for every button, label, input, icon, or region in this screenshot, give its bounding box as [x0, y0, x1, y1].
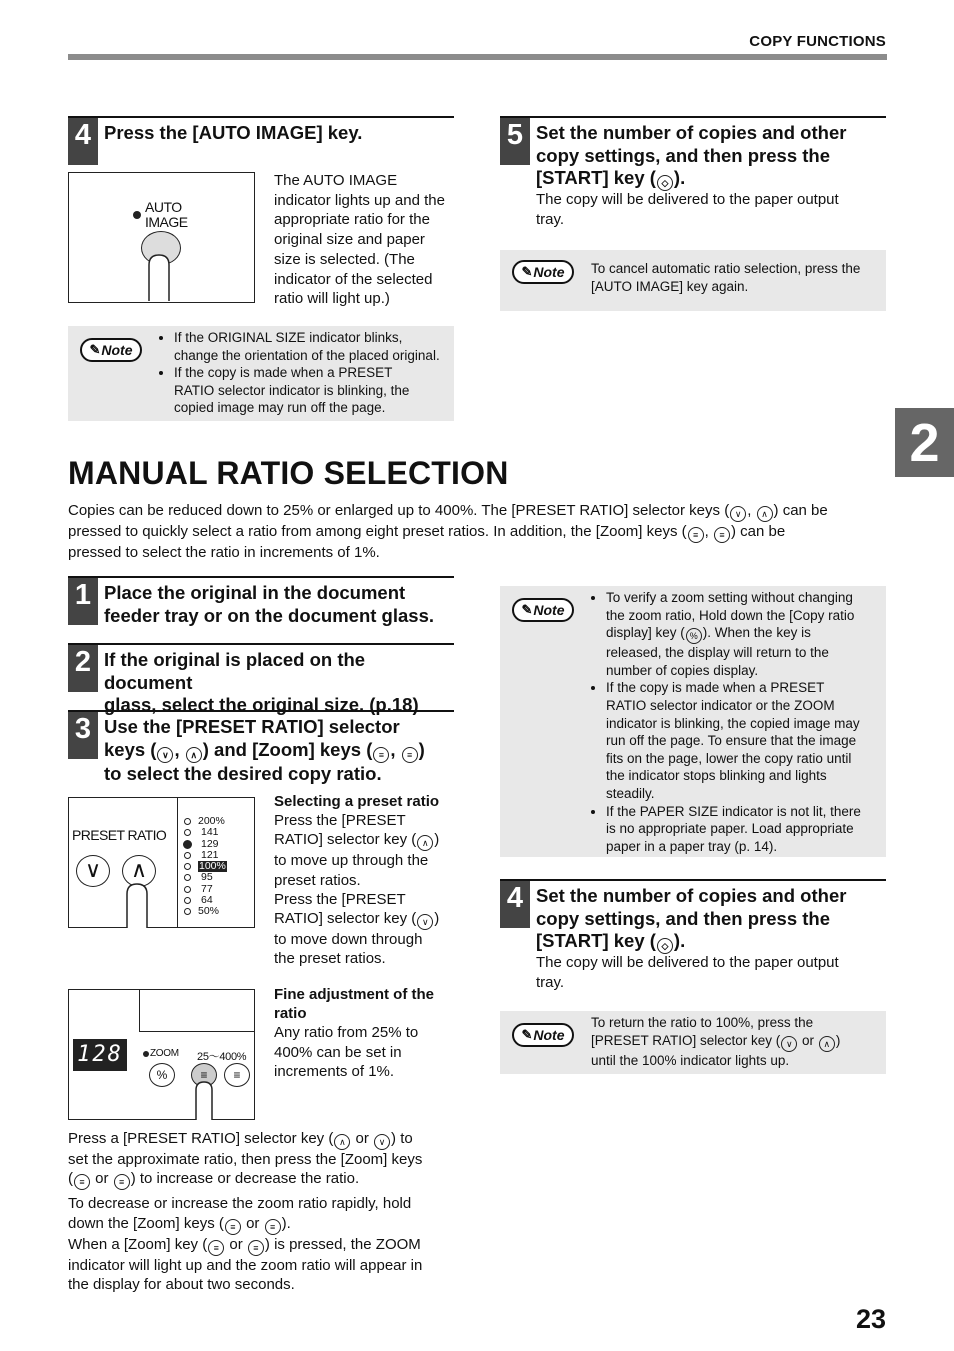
up-key-icon: ∧ — [417, 835, 433, 851]
step-select-size — [68, 643, 454, 715]
ratio-led-lit-icon — [183, 840, 192, 849]
step-place-original — [68, 576, 454, 624]
running-header: COPY FUNCTIONS — [749, 33, 886, 50]
fine-adjust-description: Fine adjustment of the ratio Any ratio from 25% to 400% can be set in increments of 1%. — [274, 986, 435, 1080]
ratio-label: 95 — [201, 871, 213, 884]
note-badge-label: Note — [533, 602, 565, 618]
ratio-led-icon — [184, 852, 191, 859]
note-item: • If the ORIGINAL SIZE indicator blinks, change the orientation of the placed original. — [174, 329, 454, 364]
step-number: 2 — [68, 645, 98, 692]
start-key-icon: ◇ — [657, 938, 673, 954]
step-description: The copy will be delivered to the paper output tray. — [536, 191, 839, 228]
zoom-down-key-icon: ≡ — [208, 1240, 224, 1256]
figure-divider — [139, 990, 140, 1032]
zoom-down-key-icon: ≡ — [225, 1219, 241, 1235]
note-box — [500, 586, 886, 857]
page-number: 23 — [855, 1304, 886, 1334]
up-key-icon: ∧ — [186, 747, 202, 763]
step-set-copies — [500, 879, 886, 955]
auto-label-line: AUTO — [145, 199, 182, 215]
preset-ratio-label: PRESET RATIO — [72, 827, 167, 843]
note-box — [500, 250, 886, 311]
zoom-down-key-icon: ≡ — [688, 527, 704, 543]
copy-ratio-display-key-icon: % — [686, 628, 702, 644]
note-text: To cancel automatic ratio selection, press the [AUTO IMAGE] key again. — [591, 261, 861, 294]
ratio-display: 128 — [73, 1039, 127, 1071]
preset-heading: Selecting a preset ratio — [274, 793, 440, 810]
step-description: The copy will be delivered to the paper output tray. — [536, 954, 839, 991]
step-title: Press the [AUTO IMAGE] key. — [104, 122, 363, 143]
ratio-indicator — [181, 861, 253, 872]
ratio-label: 141 — [201, 826, 219, 839]
preset-ratio-description: Selecting a preset ratio Press the [PRESET RATIO] selector key ( ∧ ) to move up through the preset ratios. Press the [PRESET RATIO] selector key ( ∨ ) to move down through the preset ratios. — [274, 792, 464, 968]
auto-image-description — [274, 171, 459, 309]
zoom-down-key-icon: ≡ — [74, 1174, 90, 1190]
step-number: 1 — [68, 578, 98, 625]
note-badge-label: Note — [101, 342, 133, 358]
step-number: 3 — [68, 712, 98, 759]
step-set-copies — [500, 116, 886, 192]
ratio-label: 50% — [198, 905, 220, 918]
ratio-label: 64 — [201, 894, 213, 907]
ratio-label: 77 — [201, 882, 213, 895]
down-key-icon: ∨ — [417, 914, 433, 930]
zoom-label: ZOOM — [150, 1048, 179, 1059]
note-badge — [80, 338, 142, 362]
note-text: To return the ratio to 100%, press the [PRESET RATIO] selector key ( ∨ or ∧ ) until the 100% indicator lights up. — [591, 1015, 841, 1068]
ratio-led-icon — [184, 897, 191, 904]
ratio-label: 100% — [199, 860, 226, 873]
note-text — [154, 329, 454, 417]
zoom-up-key-icon: ≡ — [265, 1219, 281, 1235]
step-title: If the original is placed on the document glass, select the original size. (p.18) — [104, 649, 419, 715]
finger-icon — [119, 876, 155, 928]
note-item: • If the copy is made when a PRESET RATIO selector indicator is blinking, the copied image may run off the page. — [174, 364, 454, 417]
desc-line: original size and paper — [274, 231, 425, 249]
preset-ratio-figure — [68, 797, 255, 928]
copy-ratio-display-key-icon: % — [149, 1063, 175, 1087]
zoom-led-icon — [143, 1051, 149, 1057]
note-item: • If the copy is made when a PRESET RATIO selector indicator or the ZOOM indicator is blinking, the copied image may run off the page. To ensure that the image fits on the page, lower the copy ratio until the indicator stops blinking and lights steadily. — [606, 679, 884, 802]
chapter-tab: 2 — [895, 408, 954, 477]
down-key-icon: ∨ — [730, 506, 746, 522]
desc-line: indicator of the selected — [274, 270, 433, 288]
zoom-up-key-icon: ≡ — [224, 1063, 250, 1087]
ratio-indicator — [181, 827, 253, 838]
step-number: 5 — [500, 118, 530, 165]
desc-line: The AUTO IMAGE — [274, 172, 398, 189]
step-number: 4 — [68, 118, 98, 165]
note-box — [500, 1011, 886, 1074]
zoom-range-label: 25～400% — [197, 1051, 247, 1063]
step-title: Use the [PRESET RATIO] selector keys ( ∨ , ∧ ) and [Zoom] keys ( ≡ , ≡ ) to select the desired copy ratio. — [104, 716, 425, 784]
finger-icon — [189, 1076, 219, 1120]
desc-line: size is selected. (The — [274, 250, 415, 268]
ratio-led-icon — [184, 874, 191, 881]
up-key-icon: ∧ — [757, 506, 773, 522]
pencil-icon: ✎ — [521, 602, 533, 617]
step-title: Place the original in the document feeder tray or on the document glass. — [104, 582, 434, 626]
zoom-instructions: Press a [PRESET RATIO] selector key ( ∧ or ∨ ) to set the approximate ratio, then press the [Zoom] keys ( ≡ or ≡ ) to increase or decrease the ratio. To decrease or increase the zoom ratio rapidly, hold down the [Zoom] keys ( ≡ or ≡ ). When a [Zoom] key ( ≡ or ≡ ) is pressed, the ZOOM indicator will light up and the zoom ratio will appear in the display for about two seconds. — [68, 1130, 423, 1294]
desc-line: indicator lights up and the — [274, 191, 445, 209]
note-text — [586, 589, 884, 855]
ratio-led-icon — [184, 829, 191, 836]
step-number: 4 — [500, 881, 530, 928]
down-key-icon: ∨ — [157, 747, 173, 763]
zoom-down-key-icon: ≡ — [191, 1063, 217, 1087]
pencil-icon: ✎ — [521, 1027, 533, 1042]
up-key-icon: ∧ — [819, 1036, 835, 1052]
desc-line: ratio will light up.) — [274, 290, 390, 308]
auto-image-figure — [68, 172, 255, 303]
ratio-indicator-list — [181, 816, 253, 918]
pencil-icon: ✎ — [89, 342, 101, 357]
note-badge — [512, 260, 574, 284]
auto-image-label — [145, 200, 188, 230]
note-box — [68, 326, 454, 421]
image-label-line: IMAGE — [145, 214, 188, 230]
header-rule — [68, 54, 887, 60]
ratio-label: 129 — [201, 837, 219, 850]
up-key-icon: ∧ — [334, 1134, 350, 1150]
zoom-up-key-icon: ≡ — [402, 747, 418, 763]
ratio-label: 121 — [201, 848, 219, 861]
note-badge — [512, 1023, 574, 1047]
step-title: Set the number of copies and other copy settings, and then press the [START] key ( ◇ ). — [536, 118, 886, 191]
ratio-led-icon — [184, 818, 191, 825]
note-item: • If the PAPER SIZE indicator is not lit, there is no appropriate paper. Load appropriate paper in a paper tray (p. 14). — [606, 803, 884, 856]
step-select-ratio — [68, 710, 454, 782]
note-badge — [512, 598, 574, 622]
step-auto-image — [68, 116, 454, 164]
down-key-icon: ∨ — [781, 1036, 797, 1052]
zoom-down-key-icon: ≡ — [373, 747, 389, 763]
start-key-icon: ◇ — [657, 175, 673, 191]
note-item: • To verify a zoom setting without changing the zoom ratio, Hold down the [Copy ratio display] key ( % ). When the key is released, the display will return to the number of copies display. — [606, 589, 884, 679]
figure-divider — [139, 1031, 255, 1032]
pencil-icon: ✎ — [521, 264, 533, 279]
zoom-up-key-icon: ≡ — [248, 1240, 264, 1256]
note-badge-label: Note — [533, 1027, 565, 1043]
preset-up-key-icon: ∧ — [122, 855, 156, 887]
ratio-indicator — [181, 884, 253, 895]
desc-line: appropriate ratio for the — [274, 211, 430, 229]
ratio-led-icon — [184, 886, 191, 893]
ratio-led-icon — [184, 908, 191, 915]
figure-divider — [177, 798, 178, 927]
ratio-indicator — [181, 872, 253, 883]
section-title: MANUAL RATIO SELECTION — [68, 455, 509, 491]
zoom-up-key-icon: ≡ — [714, 527, 730, 543]
down-key-icon: ∨ — [374, 1134, 390, 1150]
note-badge-label: Note — [533, 264, 565, 280]
section-intro: Copies can be reduced down to 25% or enlarged up to 400%. The [PRESET RATIO] selector keys ( ∨ , ∧ ) can be pressed to quickly select a ratio from among eight preset ratios. In addition, the [Zoom] keys ( ≡ , ≡ ) can be pressed to select the ratio in increments of 1%. — [68, 502, 828, 561]
step-title: Set the number of copies and other copy settings, and then press the [START] key ( ◇ ). — [536, 881, 886, 954]
finger-icon — [139, 243, 179, 303]
zoom-figure — [68, 989, 255, 1120]
zoom-up-key-icon: ≡ — [114, 1174, 130, 1190]
indicator-led-icon — [133, 211, 141, 219]
ratio-label: 200% — [198, 815, 225, 827]
ratio-indicator — [181, 906, 253, 917]
preset-down-key-icon: ∨ — [76, 855, 110, 887]
ratio-led-icon — [184, 863, 191, 870]
